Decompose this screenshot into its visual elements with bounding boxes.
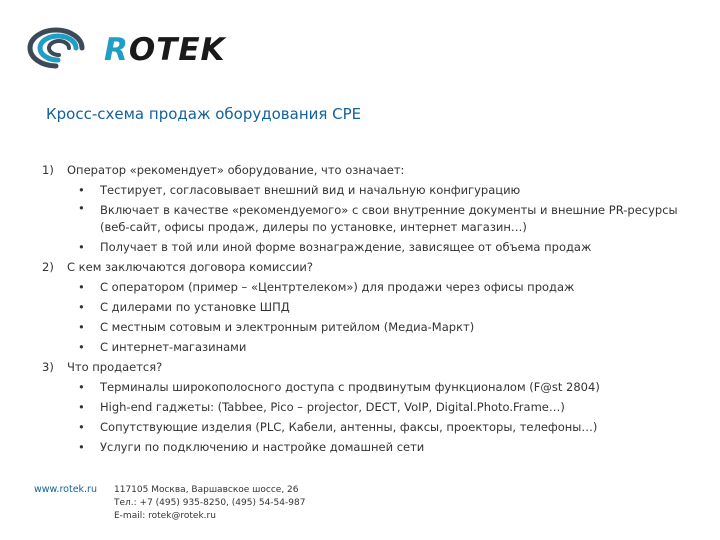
bullet-icon: • — [78, 380, 85, 394]
email-line: E-mail: rotek@rotek.ru — [114, 511, 216, 521]
list-item: • С дилерами по установке ШПД — [42, 297, 682, 317]
section-number: 2) — [42, 260, 54, 274]
section-3-bullets — [42, 377, 682, 457]
bullet-icon: • — [78, 183, 85, 197]
list-item: • Терминалы широкополосного доступа с продвинутым функционалом (F@st 2804) — [42, 377, 682, 397]
bullet-icon: • — [78, 320, 85, 334]
bullet-icon: • — [78, 340, 85, 354]
list-item: • Сопутствующие изделия (PLC, Кабели, антенны, факсы, проекторы, телефоны…) — [42, 417, 682, 437]
bullet-icon: • — [78, 201, 85, 215]
list-item: • С оператором (пример – «Центртелеком») для продажи через офисы продаж — [42, 277, 682, 297]
section-heading: Что продается? — [67, 360, 163, 374]
section-3 — [42, 357, 682, 377]
section-2 — [42, 257, 682, 277]
section-1-bullets — [42, 180, 682, 257]
bullet-icon: • — [78, 420, 85, 434]
bullet-icon: • — [78, 240, 85, 254]
bullet-icon: • — [78, 400, 85, 414]
slide-title: Кросс-схема продаж оборудования CPE — [46, 105, 362, 123]
logo-swirl-icon — [22, 18, 112, 78]
phone-line: Тел.: +7 (495) 935-8250, (495) 54-54-987 — [114, 498, 306, 508]
section-heading: С кем заключаются договора комиссии? — [67, 260, 314, 274]
section-1 — [42, 160, 682, 180]
list-item: • Услуги по подключению и настройке домашней сети — [42, 437, 682, 457]
bullet-icon: • — [78, 300, 85, 314]
list-item: • High-end гаджеты: (Tabbee, Pico – projector, DECT, VoIP, Digital.Photo.Frame…) — [42, 397, 682, 417]
contact-block — [114, 484, 305, 523]
address-line: 117105 Москва, Варшавское шоссе, 26 — [114, 485, 299, 495]
list-item: • Тестирует, согласовывает внешний вид и начальную конфигурацию — [42, 180, 682, 200]
section-number: 1) — [42, 163, 54, 177]
rotek-logo — [22, 18, 232, 78]
list-item: • С местным сотовым и электронным ритейлом (Медиа-Маркт) — [42, 317, 682, 337]
list-item: • Включает в качестве «рекомендуемого» с свои внутренние документы и внешние PR-ресурсы (веб-сайт, офисы продаж, дилеры по установке, интернет магазин…) — [78, 201, 678, 234]
slide-content — [42, 160, 682, 457]
bullet-icon: • — [78, 440, 85, 454]
bullet-icon: • — [78, 280, 85, 294]
website-link[interactable]: www.rotek.ru — [34, 484, 97, 495]
section-number: 3) — [42, 360, 54, 374]
section-heading: Оператор «рекомендует» оборудование, что означает: — [67, 163, 405, 177]
list-item: • С интернет-магазинами — [42, 337, 682, 357]
brand-wordmark: ROTEK — [104, 32, 226, 68]
section-2-bullets — [42, 277, 682, 357]
list-item: • Получает в той или иной форме вознаграждение, зависящее от объема продаж — [42, 237, 682, 257]
